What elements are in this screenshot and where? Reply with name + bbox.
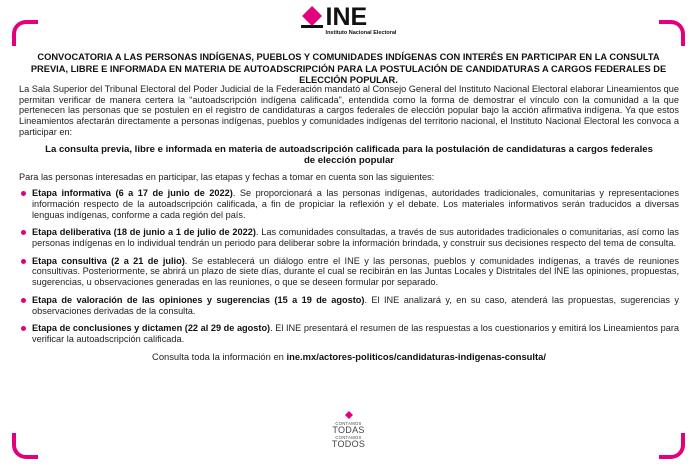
intro-paragraph: La Sala Superior del Tribunal Electoral del Poder Judicial de la Federación mandató al Consejo General del Instituto Nacional Electoral elaborar Lineamientos que permitan verificar de manera certera la “autoadscripción indígena calificada”, entendida como la forma de demostrar el vínculo con la comunidad a la que pertenecen las personas que se postulen en el registro de candidaturas a cargos federales de elección popular bajo la acción afirmativa indígena. Ya que estos Lineamientos afectarán directamente a personas indígenas, pueblos y comunidades indígenas del territorio nacional, el Instituto Nacional Electoral les convoca a participar en: <box>19 84 679 137</box>
footer-logo-line1: CONTAMOS <box>335 421 362 426</box>
footer-logo-line2: TODAS <box>332 425 365 435</box>
list-item <box>19 323 679 344</box>
stage-name: Etapa deliberativa (18 de junio a 1 de julio de 2022) <box>32 227 256 238</box>
corner-frame-bottom-right <box>659 433 685 459</box>
stage-text: . Se establecerá un diálogo entre el INE y las personas, pueblos y comunidades indígenas, a través de reuniones consultivas. Posteriormente, se abrirá un plazo de siete días, durante el cual se recibirán en las Juntas Locales y Distritales del INE las opiniones, propuestas, sugerencias, u observaciones generadas en las reuniones, o que se deseen formular por separado. <box>32 255 679 288</box>
bullet-icon <box>21 259 26 264</box>
stage-text: . Se proporcionará a las personas indígenas, autoridades tradicionales, comunitarias y representaciones información respecto de la autoadscripción calificada, a fin de propiciar la reflexión y el debate. Los materiales informativos serán traducidos a diversas lenguas indígenas, conforme a cada región del país. <box>32 188 679 220</box>
ine-ballot-icon <box>301 5 323 33</box>
ine-logo <box>301 5 397 37</box>
consult-url-link[interactable]: ine.mx/actores-politicos/candidaturas-indigenas-consulta/ <box>286 350 546 362</box>
bullet-icon <box>21 230 26 235</box>
stage-name: Etapa consultiva (2 a 21 de julio) <box>32 255 185 266</box>
diamond-icon <box>345 411 353 419</box>
stage-text: . El INE analizará y, en su caso, atenderá las propuestas, sugerencias y observaciones derivadas de la consulta. <box>32 294 679 316</box>
stages-intro: Para las personas interesadas en participar, las etapas y fechas a tomar en cuenta son las siguientes: <box>19 171 435 182</box>
corner-frame-bottom-left <box>12 433 38 459</box>
consult-line <box>19 352 679 363</box>
consultation-subtitle: La consulta previa, libre e informada en materia de autoadscripción calificada para la postulación de candidaturas a cargos federales de elección popular <box>45 143 653 167</box>
list-item <box>19 227 679 248</box>
stages-list <box>19 188 679 344</box>
corner-frame-top-left <box>12 20 38 46</box>
corner-frame-top-right <box>659 20 685 46</box>
stage-name: Etapa de valoración de las opiniones y sugerencias (15 a 19 de agosto) <box>32 294 365 305</box>
page-title: CONVOCATORIA A LAS PERSONAS INDÍGENAS, PUEBLOS Y COMUNIDADES INDÍGENAS CON INTERÉS EN PARTICIPAR EN LA CONSULTA PREVIA, LIBRE E INFORMADA EN MATERIA DE AUTOADSCRIPCIÓN PARA LA POSTULACIÓN DE CANDIDATURAS A CARGOS FEDERALES DE ELECCIÓN POPULAR. <box>30 52 667 85</box>
stage-name: Etapa de conclusiones y dictamen (22 al 29 de agosto) <box>32 323 271 334</box>
bullet-icon <box>21 326 26 331</box>
logo-name: INE <box>325 3 368 31</box>
announcement-body <box>19 84 679 372</box>
footer-logo-line3: CONTAMOS <box>335 435 362 440</box>
bullet-icon <box>21 191 26 196</box>
bullet-icon <box>21 298 26 303</box>
stage-text: . Las comunidades consultadas, a través de sus autoridades tradicionales o comunitarias, así como las personas indígenas en lo individual tendrán un periodo para deliberar sobre la información brindada, y construir sus decisiones respecto del tema de consulta. <box>32 227 679 249</box>
list-item <box>19 188 679 220</box>
logo-subtitle: Instituto Nacional Electoral <box>325 30 397 36</box>
consult-prefix: Consulta toda la información en <box>152 350 287 362</box>
list-item <box>19 256 679 288</box>
contamos-logo <box>321 421 377 461</box>
stage-text: . El INE presentará el resumen de las respuestas a los cuestionarios y emitirá los Lineamientos para verificar la autoadscripción calificada. <box>32 323 679 344</box>
list-item <box>19 295 679 316</box>
stage-name: Etapa informativa (6 a 17 de junio de 2022) <box>32 188 233 199</box>
footer-logo-line4: TODOS <box>331 439 366 449</box>
